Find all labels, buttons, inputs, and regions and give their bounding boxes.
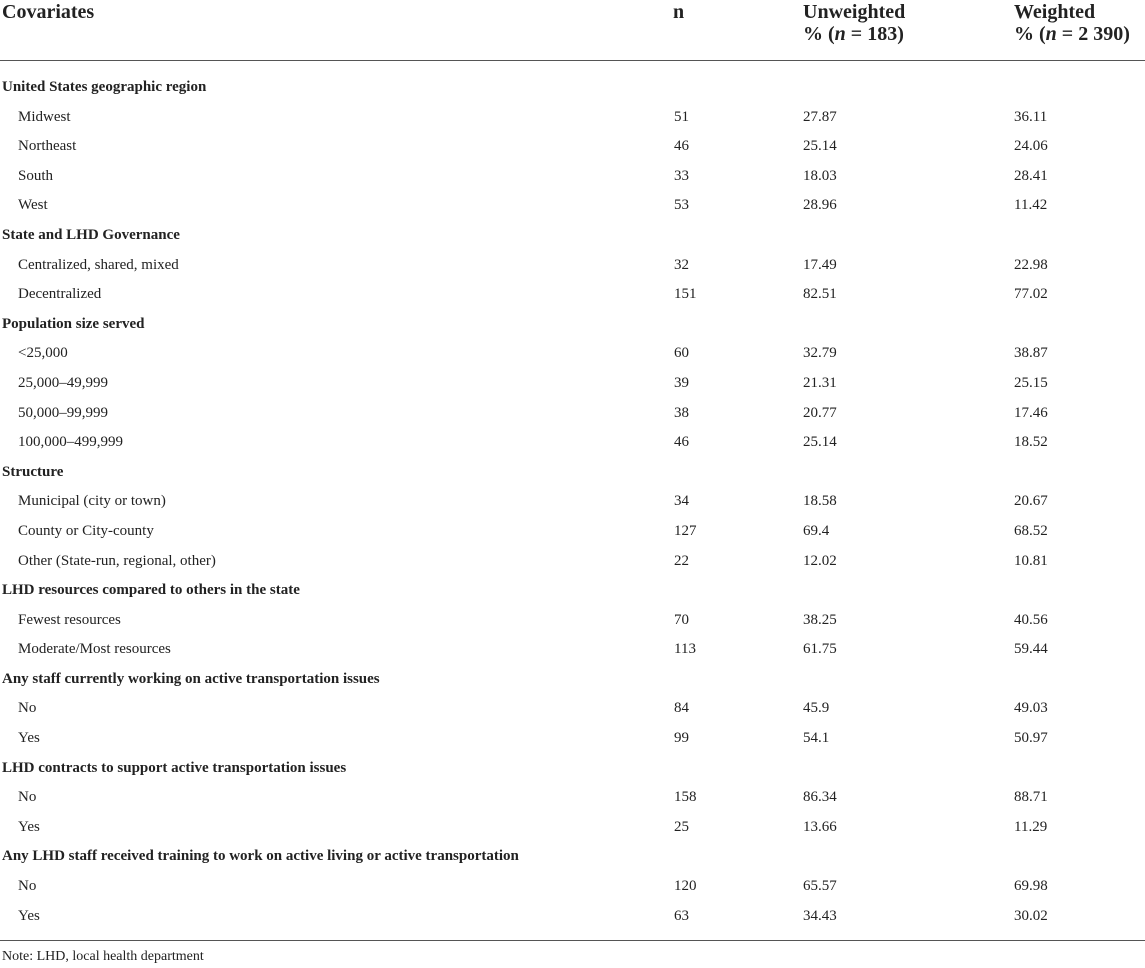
header-unweighted <box>803 1 905 45</box>
n-cell: 120 <box>674 878 697 895</box>
n-cell: 38 <box>674 404 689 421</box>
n-cell: 70 <box>674 611 689 628</box>
n-cell: 53 <box>674 197 689 214</box>
covariate-label: No <box>18 789 37 806</box>
table-row <box>0 103 1145 133</box>
weighted-pct-cell: 30.02 <box>1014 907 1048 924</box>
header-weighted-title: Weighted <box>1014 1 1096 23</box>
section-header-row <box>0 458 1145 488</box>
n-cell: 39 <box>674 374 689 391</box>
covariate-label: Yes <box>18 730 40 747</box>
header-n: n <box>673 1 685 23</box>
covariate-label: West <box>18 197 48 214</box>
n-cell: 46 <box>674 138 689 155</box>
weighted-pct-cell: 25.15 <box>1014 374 1048 391</box>
section-label: Any staff currently working on active transportation issues <box>2 670 380 687</box>
header-unweighted-title: Unweighted <box>803 1 906 23</box>
unweighted-pct-cell: 18.58 <box>803 493 837 510</box>
covariate-label: No <box>18 878 37 895</box>
n-cell: 22 <box>674 552 689 569</box>
weighted-pct-cell: 22.98 <box>1014 256 1048 273</box>
header-weighted <box>1014 1 1130 45</box>
covariate-label: Decentralized <box>18 286 102 303</box>
n-cell: 63 <box>674 907 689 924</box>
weighted-pct-cell: 77.02 <box>1014 286 1048 303</box>
covariate-label: Midwest <box>18 108 71 125</box>
covariate-label: Centralized, shared, mixed <box>18 256 179 273</box>
header-divider <box>0 60 1145 61</box>
n-cell: 151 <box>674 286 697 303</box>
section-header-row <box>0 576 1145 606</box>
unweighted-pct-cell: 61.75 <box>803 641 837 658</box>
table-row <box>0 487 1145 517</box>
unweighted-pct-cell: 34.43 <box>803 907 837 924</box>
table-row <box>0 724 1145 754</box>
table-note: Note: LHD, local health department <box>2 949 204 964</box>
section-label: United States geographic region <box>2 79 207 95</box>
n-cell: 51 <box>674 108 689 125</box>
weighted-pct-cell: 28.41 <box>1014 167 1048 184</box>
header-weighted-pct: % ( <box>1014 23 1046 45</box>
unweighted-pct-cell: 32.79 <box>803 345 837 362</box>
covariate-label: <25,000 <box>18 345 68 362</box>
n-cell: 158 <box>674 789 697 806</box>
weighted-pct-cell: 88.71 <box>1014 789 1048 806</box>
section-header-row <box>0 73 1145 103</box>
covariate-label: 100,000–499,999 <box>18 434 123 451</box>
unweighted-pct-cell: 82.51 <box>803 286 837 303</box>
unweighted-pct-cell: 69.4 <box>803 522 830 539</box>
n-cell: 84 <box>674 700 689 717</box>
section-label: State and LHD Governance <box>2 226 180 243</box>
weighted-pct-cell: 49.03 <box>1014 700 1048 717</box>
section-header-row <box>0 665 1145 695</box>
n-cell: 60 <box>674 345 689 362</box>
section-label: Any LHD staff received training to work on active living or active transportation <box>2 848 519 865</box>
table-row <box>0 280 1145 310</box>
header-weighted-count: = 2 390) <box>1056 23 1130 45</box>
table-row <box>0 547 1145 577</box>
unweighted-pct-cell: 25.14 <box>803 138 837 155</box>
table-row <box>0 635 1145 665</box>
covariate-label: Moderate/Most resources <box>18 641 171 658</box>
covariate-label: Other (State-run, regional, other) <box>18 552 216 569</box>
covariate-label: Northeast <box>18 138 77 155</box>
weighted-pct-cell: 68.52 <box>1014 522 1048 539</box>
covariate-label: Yes <box>18 818 40 835</box>
weighted-pct-cell: 69.98 <box>1014 878 1048 895</box>
unweighted-pct-cell: 38.25 <box>803 611 837 628</box>
table-row <box>0 369 1145 399</box>
n-cell: 46 <box>674 434 689 451</box>
unweighted-pct-cell: 25.14 <box>803 434 837 451</box>
table-row <box>0 606 1145 636</box>
header-weighted-n-symbol: n <box>1045 23 1057 45</box>
covariate-label: Municipal (city or town) <box>18 493 166 510</box>
weighted-pct-cell: 40.56 <box>1014 611 1048 628</box>
unweighted-pct-cell: 54.1 <box>803 730 830 747</box>
header-unweighted-count: = 183) <box>845 23 904 45</box>
table-row <box>0 813 1145 843</box>
unweighted-pct-cell: 27.87 <box>803 108 837 125</box>
table-row <box>0 132 1145 162</box>
header-unweighted-pct: % ( <box>803 23 835 45</box>
table-row <box>0 694 1145 724</box>
table-row <box>0 399 1145 429</box>
table-row <box>0 902 1145 932</box>
table-row <box>0 251 1145 281</box>
table-row <box>0 191 1145 221</box>
unweighted-pct-cell: 20.77 <box>803 404 837 421</box>
header-unweighted-n-symbol: n <box>834 23 846 45</box>
covariate-label: 50,000–99,999 <box>18 404 108 421</box>
table-row <box>0 162 1145 192</box>
header-covariates: Covariates <box>2 1 95 23</box>
unweighted-pct-cell: 12.02 <box>803 552 837 569</box>
weighted-pct-cell: 10.81 <box>1014 552 1048 569</box>
unweighted-pct-cell: 28.96 <box>803 197 837 214</box>
section-label: Structure <box>2 463 64 480</box>
weighted-pct-cell: 11.29 <box>1014 818 1048 835</box>
covariate-label: 25,000–49,999 <box>18 374 108 391</box>
unweighted-pct-cell: 86.34 <box>803 789 837 806</box>
section-label: LHD resources compared to others in the state <box>2 582 300 599</box>
section-header-row <box>0 842 1145 872</box>
weighted-pct-cell: 50.97 <box>1014 730 1048 747</box>
unweighted-pct-cell: 21.31 <box>803 374 837 391</box>
unweighted-pct-cell: 45.9 <box>803 700 830 717</box>
covariate-label: Yes <box>18 907 40 924</box>
weighted-pct-cell: 18.52 <box>1014 434 1048 451</box>
table-bottom-divider <box>0 940 1145 941</box>
covariate-label: No <box>18 700 37 717</box>
section-header-row <box>0 754 1145 784</box>
covariate-label: Fewest resources <box>18 611 121 628</box>
n-cell: 127 <box>674 522 697 539</box>
covariate-label: County or City-county <box>18 522 154 539</box>
weighted-pct-cell: 24.06 <box>1014 138 1048 155</box>
section-label: Population size served <box>2 315 145 332</box>
table-header <box>0 0 1145 60</box>
n-cell: 34 <box>674 493 689 510</box>
table-row <box>0 339 1145 369</box>
n-cell: 113 <box>674 641 696 658</box>
unweighted-pct-cell: 65.57 <box>803 878 837 895</box>
weighted-pct-cell: 36.11 <box>1014 108 1048 125</box>
weighted-pct-cell: 17.46 <box>1014 404 1048 421</box>
weighted-pct-cell: 59.44 <box>1014 641 1048 658</box>
covariate-label: South <box>18 167 54 184</box>
section-label: LHD contracts to support active transportation issues <box>2 759 347 776</box>
section-header-row <box>0 310 1145 340</box>
unweighted-pct-cell: 18.03 <box>803 167 837 184</box>
n-cell: 25 <box>674 818 689 835</box>
unweighted-pct-cell: 17.49 <box>803 256 837 273</box>
n-cell: 32 <box>674 256 689 273</box>
table-row <box>0 872 1145 902</box>
table-row <box>0 783 1145 813</box>
n-cell: 33 <box>674 167 689 184</box>
section-header-row <box>0 221 1145 251</box>
weighted-pct-cell: 11.42 <box>1014 197 1048 214</box>
table-body <box>0 73 1145 931</box>
weighted-pct-cell: 20.67 <box>1014 493 1048 510</box>
table-row <box>0 517 1145 547</box>
unweighted-pct-cell: 13.66 <box>803 818 837 835</box>
n-cell: 99 <box>674 730 689 747</box>
weighted-pct-cell: 38.87 <box>1014 345 1048 362</box>
table-row <box>0 428 1145 458</box>
